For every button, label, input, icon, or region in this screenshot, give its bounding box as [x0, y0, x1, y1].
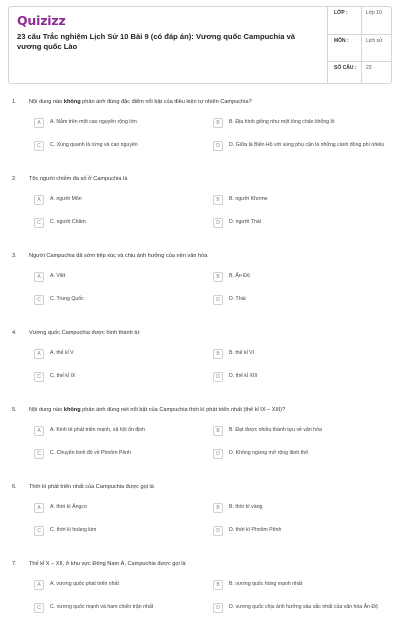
option-letter-box: C	[34, 295, 44, 305]
question-number: 5.	[12, 407, 17, 413]
option-letter-box: B	[213, 580, 223, 590]
option-letter-box: A	[34, 580, 44, 590]
answer-options	[8, 499, 392, 545]
answer-option[interactable]	[213, 268, 392, 285]
option-text: D. người Thái	[229, 219, 261, 225]
option-text: B. thời kì vàng	[229, 504, 263, 510]
answer-options	[8, 576, 392, 622]
option-text: A. vương quốc phát triển nhất	[50, 581, 119, 587]
question-item	[8, 252, 392, 314]
question-text-part: Nội dung nào	[29, 407, 64, 413]
option-text: D. Không ngừng mở rộng lãnh thổ	[229, 450, 308, 456]
option-letter-box: C	[34, 526, 44, 536]
question-stem	[8, 252, 392, 260]
question-text	[29, 252, 207, 260]
question-number: 6.	[12, 484, 17, 490]
option-letter-box: C	[34, 449, 44, 459]
question-emphasis: không	[63, 407, 81, 413]
question-list	[8, 98, 392, 622]
meta-row-count	[328, 62, 391, 84]
option-letter-box: B	[213, 349, 223, 359]
question-text-part: Thế kỉ X – XII, ở khu vực Đông Nam Á, Campuchia được gọi là	[29, 561, 186, 567]
answer-option[interactable]	[213, 114, 392, 131]
question-stem	[8, 406, 392, 414]
question-number: 3.	[12, 253, 17, 259]
option-text: D. vương quốc chịu ảnh hưởng sâu sắc nhất của văn hóa Ấn Độ	[229, 604, 379, 610]
option-text: C. thời kì hoàng kim	[50, 527, 97, 533]
question-text-part: Nội dung nào	[29, 99, 64, 105]
meta-row-class	[328, 7, 391, 35]
class-label: LỚP :	[334, 10, 348, 16]
option-text: B. Đạt được nhiều thành tựu về văn hóa	[229, 427, 322, 433]
answer-options	[8, 268, 392, 314]
answer-option[interactable]	[213, 522, 392, 539]
option-letter-box: D	[213, 526, 223, 536]
meta-row-subject	[328, 35, 391, 62]
question-text-part: Vương quốc Campuchia được hình thành từ	[29, 330, 140, 336]
option-text: A. Việt	[50, 273, 66, 279]
answer-option[interactable]	[34, 522, 213, 539]
answer-options	[8, 345, 392, 391]
option-letter-box: D	[213, 603, 223, 613]
option-letter-box: D	[213, 218, 223, 228]
question-number: 4.	[12, 330, 17, 336]
option-letter-box: C	[34, 372, 44, 382]
option-text: B. người Khơme	[229, 196, 268, 202]
option-text: B. thế kỉ VI	[229, 350, 255, 356]
option-text: A. thế kỉ V	[50, 350, 74, 356]
question-stem	[8, 329, 392, 337]
question-stem	[8, 175, 392, 183]
option-letter-box: B	[213, 272, 223, 282]
option-text: A. người Môn	[50, 196, 82, 202]
option-text: B. Ấn Độ	[229, 273, 250, 279]
answer-option[interactable]	[34, 291, 213, 308]
worksheet-title: 23 câu Trắc nghiệm Lịch Sử 10 Bài 9 (có đáp án): Vương quốc Campuchia và vương quốc Lào	[17, 32, 296, 51]
question-text	[29, 175, 127, 183]
question-text	[29, 406, 285, 414]
question-item	[8, 98, 392, 160]
option-letter-box: D	[213, 295, 223, 305]
option-text: C. thế kỉ IX	[50, 373, 76, 379]
option-text: C. vương quốc mạnh và ham chiến trận nhất	[50, 604, 154, 610]
option-text: A. Kinh tế phát triển mạnh, xã hội ổn định	[50, 427, 146, 433]
question-count-label: SỐ CÂU :	[334, 65, 357, 71]
answer-option[interactable]	[213, 599, 392, 616]
question-text	[29, 560, 186, 568]
question-item	[8, 483, 392, 545]
answer-option[interactable]	[213, 191, 392, 208]
option-text: C. Xung quanh là rừng và cao nguyên	[50, 142, 138, 148]
option-text: C. Trung Quốc	[50, 296, 84, 302]
option-letter-box: D	[213, 141, 223, 151]
option-letter-box: A	[34, 195, 44, 205]
question-number: 1.	[12, 99, 17, 105]
answer-option[interactable]	[213, 368, 392, 385]
option-text: D. Thái	[229, 296, 246, 302]
question-text-part: phản ánh đúng nét nổi bật của Campuchia thời kì phát triển nhất (thế kỉ IX – XIII)?	[80, 407, 286, 413]
header-meta	[327, 7, 391, 83]
answer-option[interactable]	[213, 576, 392, 593]
question-text	[29, 483, 154, 491]
question-text-part: Tộc người chiếm đa số ở Campuchia là	[29, 176, 128, 182]
answer-option[interactable]	[34, 214, 213, 231]
worksheet-header	[8, 6, 392, 84]
option-text: A. Nằm trên một cao nguyên rộng lớn	[50, 119, 137, 125]
answer-option[interactable]	[34, 422, 213, 439]
answer-option[interactable]	[34, 137, 213, 154]
option-letter-box: A	[34, 503, 44, 513]
answer-option[interactable]	[34, 268, 213, 285]
answer-option[interactable]	[213, 445, 392, 462]
option-letter-box: B	[213, 503, 223, 513]
question-text-part: Người Campuchia đã sớm tiếp xúc và chịu ảnh hưởng của nền văn hóa	[29, 253, 208, 259]
answer-option[interactable]	[34, 191, 213, 208]
option-letter-box: B	[213, 426, 223, 436]
question-text	[29, 329, 140, 337]
option-text: B. vương quốc hùng mạnh nhất	[229, 581, 303, 587]
question-count-value: 23	[361, 62, 391, 84]
option-letter-box: C	[34, 141, 44, 151]
option-text: D. thế kỉ XIII	[229, 373, 258, 379]
option-letter-box: C	[34, 218, 44, 228]
question-text-part: phản ánh đúng đặc điểm nổi bật của điều kiện tự nhiên Campuchia?	[80, 99, 252, 105]
answer-option[interactable]	[34, 499, 213, 516]
answer-option[interactable]	[213, 137, 392, 154]
option-letter-box: D	[213, 372, 223, 382]
answer-option[interactable]	[34, 599, 213, 616]
question-stem	[8, 98, 392, 106]
answer-option[interactable]	[213, 345, 392, 362]
answer-option[interactable]	[213, 422, 392, 439]
option-letter-box: C	[34, 603, 44, 613]
option-text: A. thời kì Ăngco	[50, 504, 87, 510]
question-stem	[8, 560, 392, 568]
question-item	[8, 560, 392, 622]
answer-option[interactable]	[34, 368, 213, 385]
question-item	[8, 329, 392, 391]
class-value: Lớp 10	[361, 7, 391, 34]
answer-options	[8, 422, 392, 468]
answer-options	[8, 191, 392, 237]
option-letter-box: A	[34, 349, 44, 359]
option-text: D. Giữa là Biển Hồ với vùng phụ cận là những cánh đồng phì nhiêu	[229, 142, 385, 148]
option-letter-box: D	[213, 449, 223, 459]
answer-option[interactable]	[213, 214, 392, 231]
option-text: C. Chuyển kinh đô về Phnôm Pênh	[50, 450, 132, 456]
answer-option[interactable]	[34, 114, 213, 131]
question-number: 7.	[12, 561, 17, 567]
question-item	[8, 406, 392, 468]
option-text: C. người Chăm	[50, 219, 86, 225]
question-text-part: Thời kì phát triển nhất của Campuchia được gọi là	[29, 484, 154, 490]
answer-option[interactable]	[34, 576, 213, 593]
question-item	[8, 175, 392, 237]
answer-option[interactable]	[213, 291, 392, 308]
answer-option[interactable]	[213, 499, 392, 516]
question-stem	[8, 483, 392, 491]
option-letter-box: B	[213, 118, 223, 128]
option-letter-box: A	[34, 118, 44, 128]
header-main	[9, 7, 327, 83]
question-text	[29, 98, 252, 106]
subject-label: MÔN :	[334, 38, 349, 44]
option-letter-box: B	[213, 195, 223, 205]
option-letter-box: A	[34, 426, 44, 436]
question-emphasis: không	[63, 99, 81, 105]
option-letter-box: A	[34, 272, 44, 282]
question-number: 2.	[12, 176, 17, 182]
answer-option[interactable]	[34, 445, 213, 462]
option-text: B. Địa hình giống như một lòng chảo khổng lồ	[229, 119, 335, 125]
option-text: D. thời kì Phnôm Pênh	[229, 527, 282, 533]
quizizz-logo: Quizizz	[17, 13, 66, 28]
answer-options	[8, 114, 392, 160]
answer-option[interactable]	[34, 345, 213, 362]
subject-value: Lịch sử	[361, 35, 391, 61]
